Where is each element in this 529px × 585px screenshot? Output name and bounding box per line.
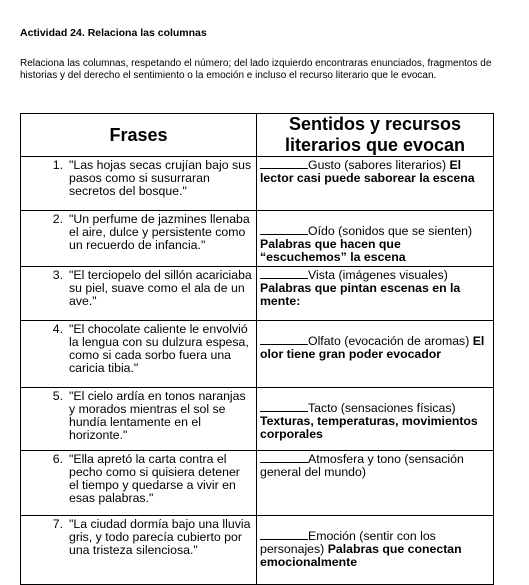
table-row <box>21 321 494 388</box>
table-row <box>21 157 494 211</box>
header-frases: Frases <box>21 114 257 157</box>
instructions-paragraph: Relaciona las columnas, respetando el número; del lado izquierdo encontraras enunciados, fragmentos de historias y del derecho el sentimiento o la emoción e incluso el recurso literario que le evocan. <box>20 58 492 81</box>
sentido-cell <box>257 211 494 267</box>
row-number: 4. <box>52 322 63 336</box>
sentido-text: Gusto (sabores literarios) <box>308 158 447 172</box>
activity-title: Actividad 24. Relaciona las columnas <box>20 27 207 39</box>
sentido-cell <box>257 321 494 388</box>
answer-blank[interactable] <box>260 333 308 345</box>
sentido-cell <box>257 157 494 211</box>
answer-blank[interactable] <box>260 451 308 463</box>
sentido-text: Olfato (evocación de aromas) <box>308 334 470 348</box>
frase-text: "El terciopelo del sillón acariciaba su piel, suave como el ala de un ave." <box>69 268 252 308</box>
frase-cell <box>21 451 257 516</box>
frase-text: "Las hojas secas crujían bajo sus pasos como si susurraran secretos del bosque." <box>69 158 252 198</box>
sentido-text: Tacto (sensaciones físicas) <box>308 401 456 415</box>
sentido-cell <box>257 516 494 585</box>
table-row <box>21 267 494 321</box>
answer-blank[interactable] <box>260 267 308 279</box>
table-row <box>21 451 494 516</box>
sentido-note: Texturas, temperaturas, movimientos corporales <box>260 414 478 441</box>
frase-cell <box>21 516 257 585</box>
answer-blank[interactable] <box>260 223 308 235</box>
frase-cell <box>21 388 257 451</box>
sentido-note: Palabras que hacen que “escuchemos” la escena <box>260 237 406 264</box>
row-number: 7. <box>52 517 63 531</box>
row-number: 6. <box>52 452 63 466</box>
matching-table <box>20 113 494 585</box>
sentido-cell <box>257 267 494 321</box>
frase-text: "El cielo ardía en tonos naranjas y morados mientras el sol se hundía lentamente en el horizonte." <box>69 389 246 442</box>
answer-blank[interactable] <box>260 157 308 169</box>
header-sentidos: Sentidos y recursos literarios que evocan <box>257 114 494 157</box>
frase-cell <box>21 267 257 321</box>
table-row <box>21 516 494 585</box>
frase-cell <box>21 157 257 211</box>
sentido-cell <box>257 451 494 516</box>
frase-text: "La ciudad dormía bajo una lluvia gris, y todo parecía cubierto por una tristeza silenciosa." <box>69 517 251 557</box>
row-number: 3. <box>52 268 63 282</box>
header-row <box>21 114 494 157</box>
sentido-text: Emoción (sentir con los personajes) <box>260 529 436 556</box>
row-number: 2. <box>52 212 63 226</box>
sentido-text: Atmosfera y tono (sensación general del mundo) <box>260 452 464 479</box>
sentido-note: El lector casi puede saborear la escena <box>260 158 475 185</box>
frase-cell <box>21 211 257 267</box>
frase-text: "El chocolate caliente le envolvió la lengua con su dulzura espesa, como si cada sorbo fuera una caricia tibia." <box>69 322 249 375</box>
row-number: 1. <box>52 158 63 172</box>
answer-blank[interactable] <box>260 528 308 540</box>
sentido-note: Palabras que pintan escenas en la mente: <box>260 281 461 308</box>
answer-blank[interactable] <box>260 400 308 412</box>
frase-cell <box>21 321 257 388</box>
sentido-text: Oído (sonidos que se sienten) <box>308 224 473 238</box>
frase-text: "Ella apretó la carta contra el pecho como si quisiera detener el tiempo y quedarse a vivir en esas palabras." <box>69 452 240 505</box>
table-row <box>21 211 494 267</box>
row-number: 5. <box>52 389 63 403</box>
sentido-note: El olor tiene gran poder evocador <box>260 334 485 361</box>
frase-text: "Un perfume de jazmines llenaba el aire, dulce y persistente como un recuerdo de infancia." <box>69 212 250 252</box>
sentido-note: Palabras que conectan emocionalmente <box>260 542 462 569</box>
sentido-text: Vista (imágenes visuales) <box>308 268 448 282</box>
table-row <box>21 388 494 451</box>
sentido-cell <box>257 388 494 451</box>
